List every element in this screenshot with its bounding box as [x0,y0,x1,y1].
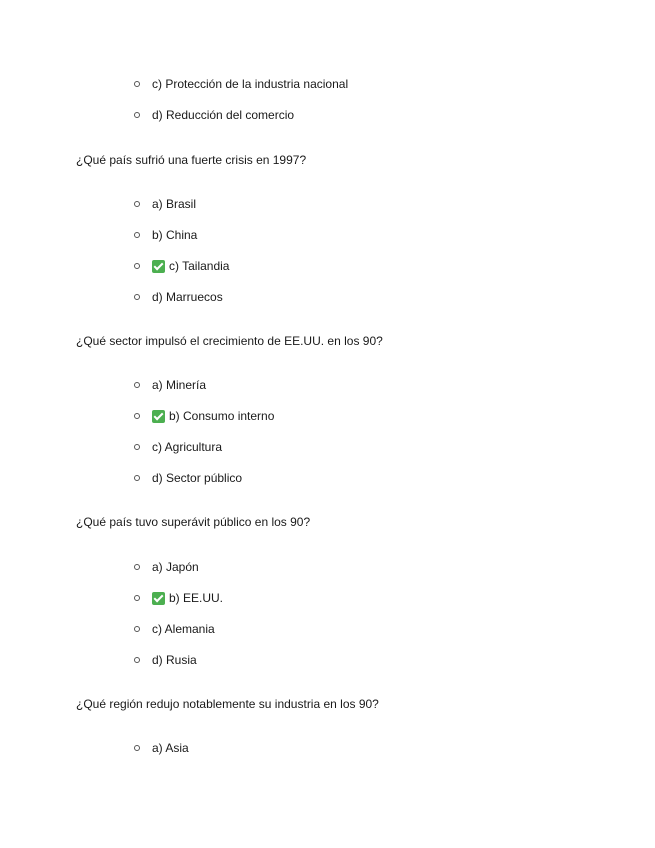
option-text: d) Marruecos [152,290,223,304]
hollow-circle-bullet-icon [134,745,140,751]
answer-option [134,741,189,755]
answer-option [134,622,215,636]
option-text: a) Minería [152,378,207,392]
option-text: b) China [152,228,198,242]
option-text: a) Brasil [152,197,197,211]
question-text: ¿Qué país tuvo superávit público en los 90? [76,515,311,529]
check-mark-button-icon [152,260,165,273]
option-text: c) Tailandia [169,259,230,273]
hollow-circle-bullet-icon [134,81,140,87]
option-text: c) Alemania [152,622,215,636]
option-text: c) Protección de la industria nacional [152,77,349,91]
hollow-circle-bullet-icon [134,657,140,663]
answer-option-correct [134,409,274,423]
hollow-circle-bullet-icon [134,232,140,238]
answer-option [134,653,197,667]
check-mark-button-icon [152,410,165,423]
hollow-circle-bullet-icon [134,294,140,300]
option-text: d) Rusia [152,653,197,667]
option-text: d) Sector público [152,471,243,485]
hollow-circle-bullet-icon [134,444,140,450]
hollow-circle-bullet-icon [134,112,140,118]
answer-option [134,77,348,91]
answer-option-correct [134,591,223,605]
check-mark-button-icon [152,592,165,605]
option-text: b) Consumo interno [169,409,275,423]
hollow-circle-bullet-icon [134,626,140,632]
answer-option [134,197,196,211]
answer-option-correct [134,259,229,273]
question-text: ¿Qué país sufrió una fuerte crisis en 1997? [76,153,307,167]
hollow-circle-bullet-icon [134,564,140,570]
hollow-circle-bullet-icon [134,382,140,388]
option-text: d) Reducción del comercio [152,108,295,122]
answer-option [134,440,222,454]
option-text: b) EE.UU. [169,591,224,605]
answer-option [134,560,199,574]
option-text: a) Japón [152,560,199,574]
question-text: ¿Qué región redujo notablemente su industria en los 90? [76,697,379,711]
hollow-circle-bullet-icon [134,595,140,601]
answer-option [134,471,242,485]
hollow-circle-bullet-icon [134,475,140,481]
answer-option [134,290,223,304]
hollow-circle-bullet-icon [134,263,140,269]
question-text: ¿Qué sector impulsó el crecimiento de EE.UU. en los 90? [76,334,383,348]
hollow-circle-bullet-icon [134,413,140,419]
answer-option [134,108,294,122]
answer-option [134,378,206,392]
option-text: c) Agricultura [152,440,223,454]
answer-option [134,228,197,242]
option-text: a) Asia [152,741,189,755]
hollow-circle-bullet-icon [134,201,140,207]
